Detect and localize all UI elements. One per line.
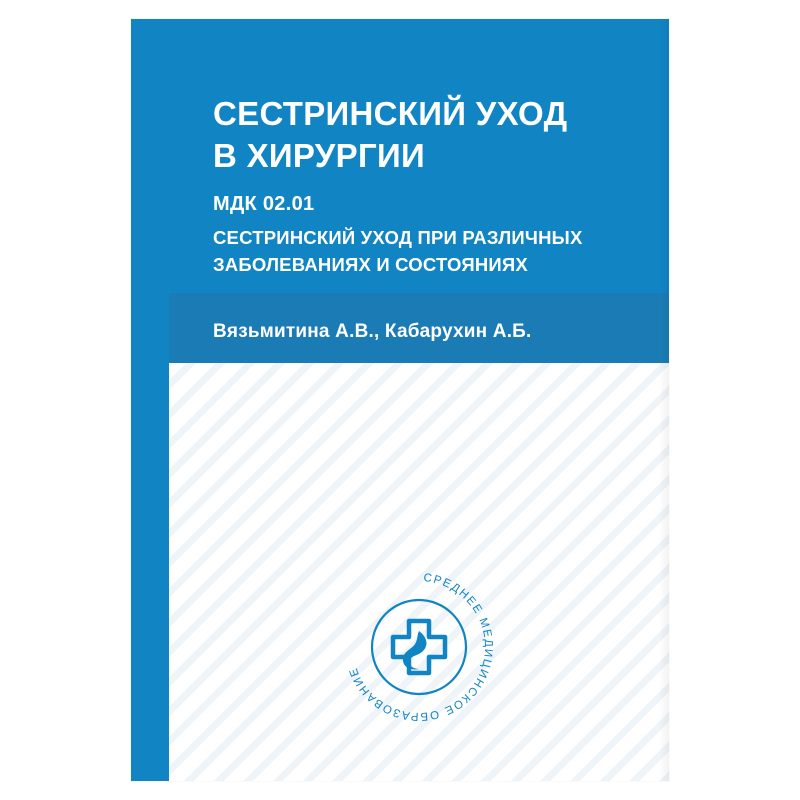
module-code: МДК 02.01 — [213, 193, 315, 216]
cover-subtitle: СЕСТРИНСКИЙ УХОД ПРИ РАЗЛИЧНЫХ ЗАБОЛЕВАНИЯХ И СОСТОЯНИЯХ — [213, 227, 583, 275]
cover-spine-bar — [131, 19, 169, 781]
book-cover — [131, 19, 669, 781]
cover-title-group — [213, 93, 645, 278]
publisher-emblem — [331, 559, 507, 735]
cover-author-block — [169, 293, 669, 363]
medical-cross-phoenix-icon — [393, 621, 445, 673]
authors-line: Вязьмитина А.В., Кабарухин А.Б. — [213, 321, 532, 342]
cover-title-block — [169, 19, 669, 293]
page-title: СЕСТРИНСКИЙ УХОД В ХИРУРГИИ — [213, 95, 568, 175]
svg-text:СРЕДНЕЕ МЕДИЦИНСКОЕ ОБРАЗОВАНИ: СРЕДНЕЕ МЕДИЦИНСКОЕ ОБРАЗОВАНИЕ — [347, 572, 495, 723]
page-edge-shading — [659, 19, 669, 781]
